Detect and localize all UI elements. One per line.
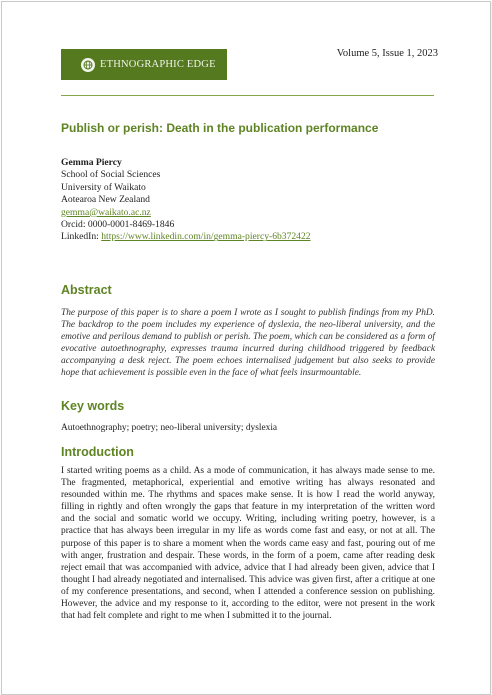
journal-name: ETHNOGRAPHIC EDGE [100,59,216,70]
author-department: School of Social Sciences [61,169,161,181]
introduction-heading: Introduction [61,445,134,459]
linkedin-link[interactable]: https://www.linkedin.com/in/gemma-piercy-6b372422 [101,231,311,243]
article-title: Publish or perish: Death in the publication performance [61,121,379,135]
journal-logo[interactable] [61,49,227,80]
linkedin-label: LinkedIn: [61,231,102,243]
author-block [61,157,441,244]
keywords-heading: Key words [61,399,125,413]
abstract-text: The purpose of this paper is to share a poem I wrote as I sought to publish findings from my PhD. The backdrop to the poem includes my experience of dyslexia, the neo-liberal university, and the emotive and perilous demand to publish or perish. The poem, which can be considered as a form of evocative autoethnography, expresses trauma incurred during childhood triggered by feedback accompanying a desk reject. The poem echoes internalised judgement but also seeks to provide hope that achievement is possible even in the face of what feels insurmountable. [61,308,435,379]
author-university: University of Waikato [61,181,146,193]
globe-icon [81,58,95,72]
author-email-link[interactable]: gemma@waikato.ac.nz [61,206,151,218]
volume-issue: Volume 5, Issue 1, 2023 [336,48,438,59]
author-country: Aotearoa New Zealand [61,194,150,206]
abstract-heading: Abstract [61,283,112,297]
page [1,1,491,695]
author-orcid: Orcid: 0000-0001-8469-1846 [61,219,175,231]
keywords-text: Autoethnography; poetry; neo-liberal university; dyslexia [61,423,278,433]
author-name: Gemma Piercy [61,157,122,168]
introduction-text: I started writing poems as a child. As a mode of communication, it has always made sense to me. The fragmented, metaphorical, experiential and emotive writing has always resonated and resounded within me. The rhythms and spaces make sense. It is how I read the world anyway, filling in rightly and often wrongly the gaps that feature in my interpretation of the written word and the social and somatic world we occupy. Writing, including writing poetry, however, is a practice that has always been irregular in my life as words come fast and easy, or not at all. The purpose of this paper is to share a moment when the words came easy and fast, pouring out of me with anger, frustration and despair. These words, in the form of a poem, came after reading desk reject email that was accompanied with advice, advice that I had already been given, advice that I thought I had already negotiated and internalised. This advice was given first, after a critique at one of my conference presentations, and second, when I attended a conference session on publishing. However, the advice and my response to it, according to the editor, were not present in the work that had felt complete and right to me when I submitted it to the journal. [61,466,435,622]
header-divider [61,95,434,96]
